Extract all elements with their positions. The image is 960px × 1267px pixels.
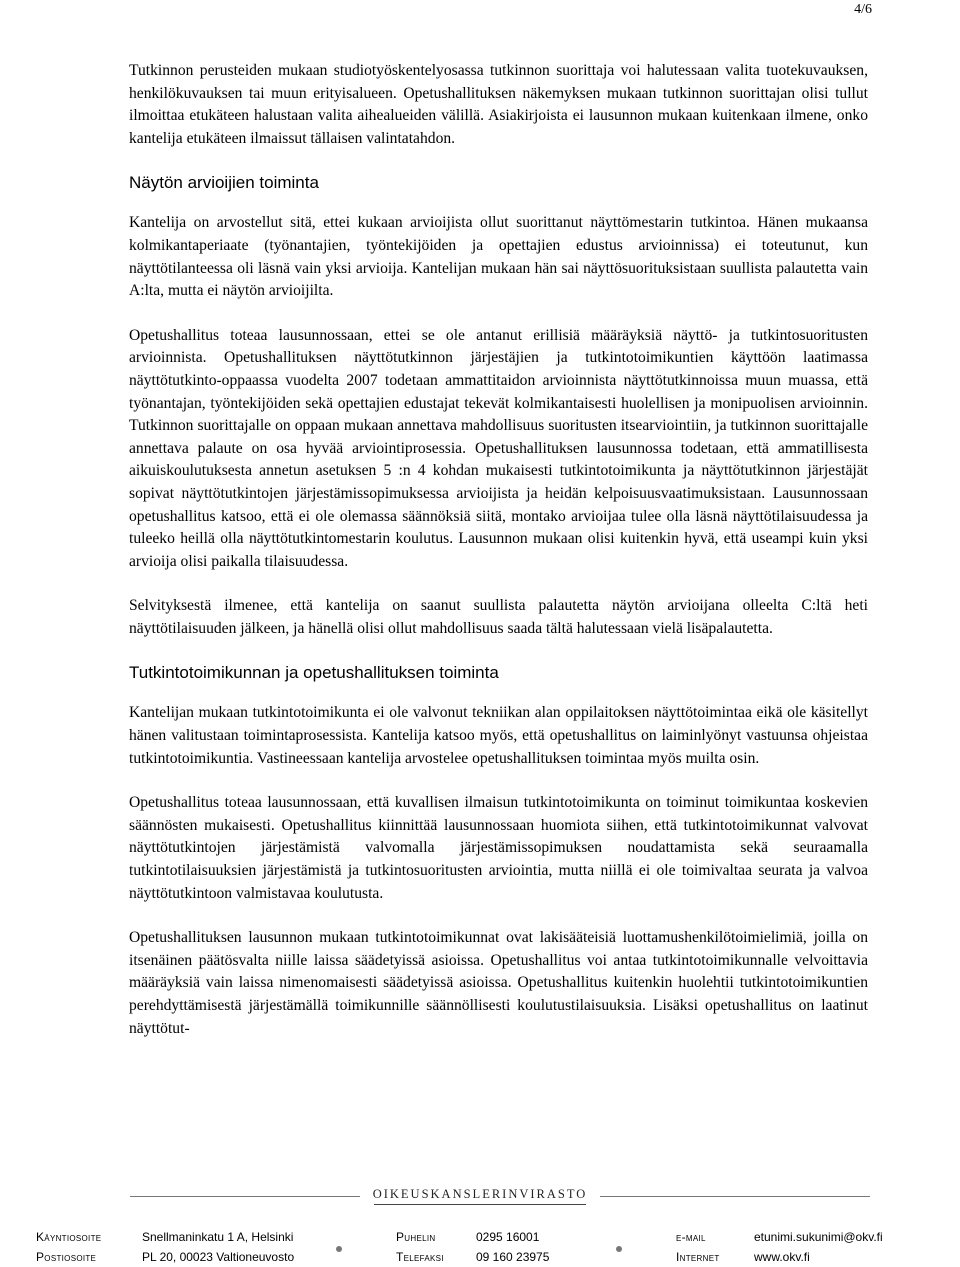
visiting-address-value: Snellmaninkatu 1 A, Helsinki — [142, 1230, 294, 1244]
visiting-address-label: Käyntiosoite — [36, 1230, 102, 1244]
separator-dot — [616, 1246, 622, 1252]
organization-logo-text — [368, 1187, 592, 1202]
fax-label: Telefaksi — [396, 1250, 444, 1264]
paragraph: Kantelijan mukaan tutkintotoimikunta ei ole valvonut tekniikan alan oppilaitoksen näyttötoimintaa eikä ole käsitellyt hänen valitustaan toimintaprosessista. Kantelija katsoo myös, että opetushallitus on laiminlyönyt vastuunsa ohjeistaa tutkintotoimikuntia. Vastineessaan kantelija arvostelee opetushallituksen toimintaa myös muilta osin. — [129, 704, 868, 767]
footer-rule-left — [130, 1196, 360, 1197]
section-heading: Näytön arvioijien toiminta — [129, 173, 319, 193]
postal-address-value: PL 20, 00023 Valtioneuvosto — [142, 1250, 295, 1264]
paragraph: Opetushallitus toteaa lausunnossaan, että kuvallisen ilmaisun tutkintotoimikunta on toiminut toimikuntaa koskevien säännösten mukaisesti. Opetushallitus kiinnittää lausunnossaan huomiota siihen, että tutkintotoimikunnat valvovat näyttötutkintojen järjestämistä valvomalla järjestämissopimuksen noudattamista sekä seuraamalla tutkintotilaisuuksien järjestämistä ja tutkintosuoritusten arviointia, mutta niillä ei ole toimivaltaa seurata ja valvoa näyttötutkintoon valmistavaa koulutusta. — [129, 794, 868, 902]
paragraph: Opetushallituksen lausunnon mukaan tutkintotoimikunnat ovat lakisääteisiä luottamushenkilötoimielimiä, joilla on itsenäinen päätösvalta niille laissa säädetyissä asioissa. Opetushallitus voi antaa tutkintotoimikunnalle velvoittavia määräyksiä vain laissa nimenomaisesti säädetyissä asioissa. Opetushallitus kuitenkin huolehtii tutkintotoimikuntien perehdyttämisestä järjestämällä toimikunnille säännöllisesti koulutustilaisuuksia. Lisäksi opetushallitus on laatinut näyttötut- — [129, 929, 868, 1037]
logo-underline — [374, 1204, 586, 1205]
paragraph: Selvityksestä ilmenee, että kantelija on saanut suullista palautetta näytön arvioijana olleelta C:ltä heti näyttötilaisuuden jälkeen, ja hänellä olisi ollut mahdollisuus saada tältä halutessaan vielä lisäpalautetta. — [129, 597, 868, 637]
organization-name: OIKEUSKANSLERINVIRASTO — [372, 1187, 588, 1201]
postal-address-label: Postiosoite — [36, 1250, 97, 1264]
document-body — [129, 60, 868, 1062]
email-label: e-mail — [676, 1230, 706, 1244]
page-number: 4/6 — [854, 2, 872, 17]
fax-value: 09 160 23975 — [476, 1250, 550, 1264]
footer-rule-right — [600, 1196, 870, 1197]
email-value: etunimi.sukunimi@okv.fi — [754, 1230, 883, 1244]
phone-value: 0295 16001 — [476, 1230, 540, 1244]
separator-dot — [336, 1246, 342, 1252]
internet-value: www.okv.fi — [754, 1250, 810, 1264]
paragraph: Tutkinnon perusteiden mukaan studiotyöskentelyosassa tutkinnon suorittaja voi halutessaan valita tuotekuvauksen, henkilökuvauksen tai muun erityisalueen. Opetushallituksen näkemyksen mukaan tutkinnon suorittajan olisi tullut ilmoittaa etukäteen halustaan valita aihealueiden välillä. Asiakirjoista ei lausunnon mukaan kuitenkaan ilmene, onko kantelija etukäteen ilmaissut tällaisen valintatahdon. — [129, 62, 868, 147]
internet-label: Internet — [676, 1250, 720, 1264]
paragraph: Kantelija on arvostellut sitä, ettei kukaan arvioijista ollut suorittanut näyttömestarin tutkintoa. Hänen mukaansa kolmikantaperiaate (työnantajien, työntekijöiden ja opettajien edustus arvioinnissa) ei toteutunut, kun näyttötilanteessa oli läsnä vain yksi arvioija. Kantelijan mukaan hän sai näyttösuorituksistaan suullista palautetta vain A:lta, mutta ei näytön arvioijilta. — [129, 214, 868, 300]
phone-label: Puhelin — [396, 1230, 436, 1244]
section-heading: Tutkintotoimikunnan ja opetushallituksen toiminta — [129, 663, 499, 683]
paragraph: Opetushallitus toteaa lausunnossaan, ettei se ole antanut erillisiä määräyksiä näyttö- ja tutkintosuoritusten arvioinnista. Opetushallituksen näyttötutkinnon järjestäjien ja tutkintotoimikuntien käyttöön laatimassa näyttötutkinto-oppaassa vuodelta 2007 todetaan ammattitaidon arvioinnista näyttötutkinnoissa muun muassa, että työnantajan, työntekijöiden sekä opettajien edustajat tekevät kolmikantaisesti huolellisen ja monipuolisen arvioinnin. Tutkinnon suorittajalle on oppaan mukaan annettava mahdollisuus suoritusten itsearviointiin, ja tutkinnon suorittajalle annettava palaute on osa hyvää arviointiprosessia. Opetushallituksen lausunnossa todetaan, että ammatillisesta aikuiskoulutuksesta annetun asetuksen 5 :n 4 kohdan mukaisesti tutkintotoimikunta ja näyttötutkinnon järjestäjät sopivat näyttötutkintojen järjestämissopimuksessa arvioijista ja heidän kelpoisuusvaatimuksistaan. Lausunnossaan opetushallitus katsoo, että ei ole olemassa säännöksiä siitä, montako arvioijaa tulee olla läsnä näyttötilaisuudessa ja tuleeko heillä olla näyttötutkintomestarin koulutus. Lausunnon mukaan olisi kuitenkin hyvä, että useampi kuin yksi arvioija olisi paikalla tilaisuudessa. — [129, 326, 868, 570]
footer-logo — [0, 1187, 960, 1207]
